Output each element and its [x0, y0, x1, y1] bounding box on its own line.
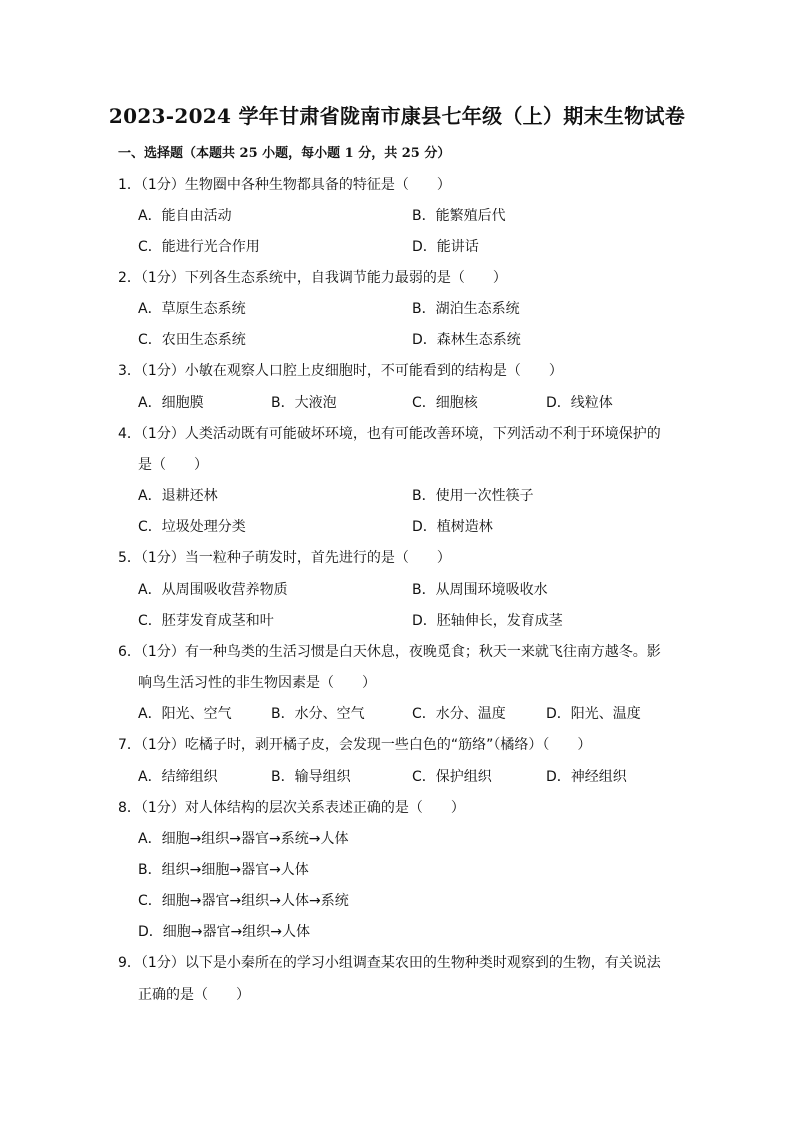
question-4-stem: 4．（1分）人类活动既有可能破坏环境，也有可能改善环境，下列活动不利于环境保护的: [118, 426, 661, 442]
question-1-option-a: A．能自由活动: [138, 208, 232, 224]
question-3-option-d: D．线粒体: [546, 395, 613, 411]
question-7-option-b: B．输导组织: [271, 769, 351, 785]
question-6-option-a: A．阳光、空气: [138, 706, 232, 722]
exam-title: 2023-2024 学年甘肃省陇南市康县七年级（上）期末生物试卷: [108, 104, 686, 128]
question-9-stem-continued: 正确的是（ ）: [138, 987, 250, 1003]
question-2-stem: 2．（1分）下列各生态系统中，自我调节能力最弱的是（ ）: [118, 270, 507, 286]
question-1-option-c: C．能进行光合作用: [138, 239, 260, 255]
question-4-option-d: D．植树造林: [412, 519, 493, 535]
question-9-stem: 9．（1分）以下是小秦所在的学习小组调查某农田的生物种类时观察到的生物，有关说法: [118, 955, 661, 971]
question-5-option-d: D．胚轴伸长，发育成茎: [412, 613, 563, 629]
question-7-option-a: A．结缔组织: [138, 769, 218, 785]
question-1-stem: 1．（1分）生物圈中各种生物都具备的特征是（ ）: [118, 177, 451, 193]
question-8-option-c: C．细胞→器官→组织→人体→系统: [138, 893, 349, 909]
question-6-option-c: C．水分、温度: [412, 706, 506, 722]
section-heading: 一、选择题（本题共 25 小题，每小题 1 分，共 25 分）: [118, 146, 451, 161]
question-3-option-b: B．大液泡: [271, 395, 337, 411]
question-8-stem: 8．（1分）对人体结构的层次关系表述正确的是（ ）: [118, 800, 465, 816]
question-2-option-c: C．农田生态系统: [138, 332, 246, 348]
question-1-option-d: D．能讲话: [412, 239, 479, 255]
question-6-option-b: B．水分、空气: [271, 706, 365, 722]
question-1-option-b: B．能繁殖后代: [412, 208, 506, 224]
question-3-option-c: C．细胞核: [412, 395, 478, 411]
question-8-option-a: A．细胞→组织→器官→系统→人体: [138, 831, 349, 847]
question-3-stem: 3．（1分）小敏在观察人口腔上皮细胞时，不可能看到的结构是（ ）: [118, 363, 563, 379]
question-5-option-a: A．从周围吸收营养物质: [138, 582, 288, 598]
question-6-stem-continued: 响鸟生活习性的非生物因素是（ ）: [138, 675, 376, 691]
question-4-option-c: C．垃圾处理分类: [138, 519, 246, 535]
question-7-option-d: D．神经组织: [546, 769, 627, 785]
question-5-option-c: C．胚芽发育成茎和叶: [138, 613, 274, 629]
question-6-stem: 6．（1分）有一种鸟类的生活习惯是白天休息，夜晚觅食；秋天一来就飞往南方越冬。影: [118, 644, 661, 660]
question-6-option-d: D．阳光、温度: [546, 706, 641, 722]
question-2-option-a: A．草原生态系统: [138, 301, 246, 317]
question-5-option-b: B．从周围环境吸收水: [412, 582, 548, 598]
question-4-option-b: B．使用一次性筷子: [412, 488, 534, 504]
question-4-option-a: A．退耕还林: [138, 488, 218, 504]
question-7-option-c: C．保护组织: [412, 769, 492, 785]
question-7-stem: 7．（1分）吃橘子时，剥开橘子皮，会发现一些白色的“筋络”（橘络）（ ）: [118, 737, 592, 753]
question-2-option-d: D．森林生态系统: [412, 332, 521, 348]
question-2-option-b: B．湖泊生态系统: [412, 301, 520, 317]
question-3-option-a: A．细胞膜: [138, 395, 204, 411]
question-4-stem-continued: 是（ ）: [138, 457, 208, 473]
question-5-stem: 5．（1分）当一粒种子萌发时，首先进行的是（ ）: [118, 550, 451, 566]
question-8-option-d: D．细胞→器官→组织→人体: [138, 924, 310, 940]
question-8-option-b: B．组织→细胞→器官→人体: [138, 862, 309, 878]
